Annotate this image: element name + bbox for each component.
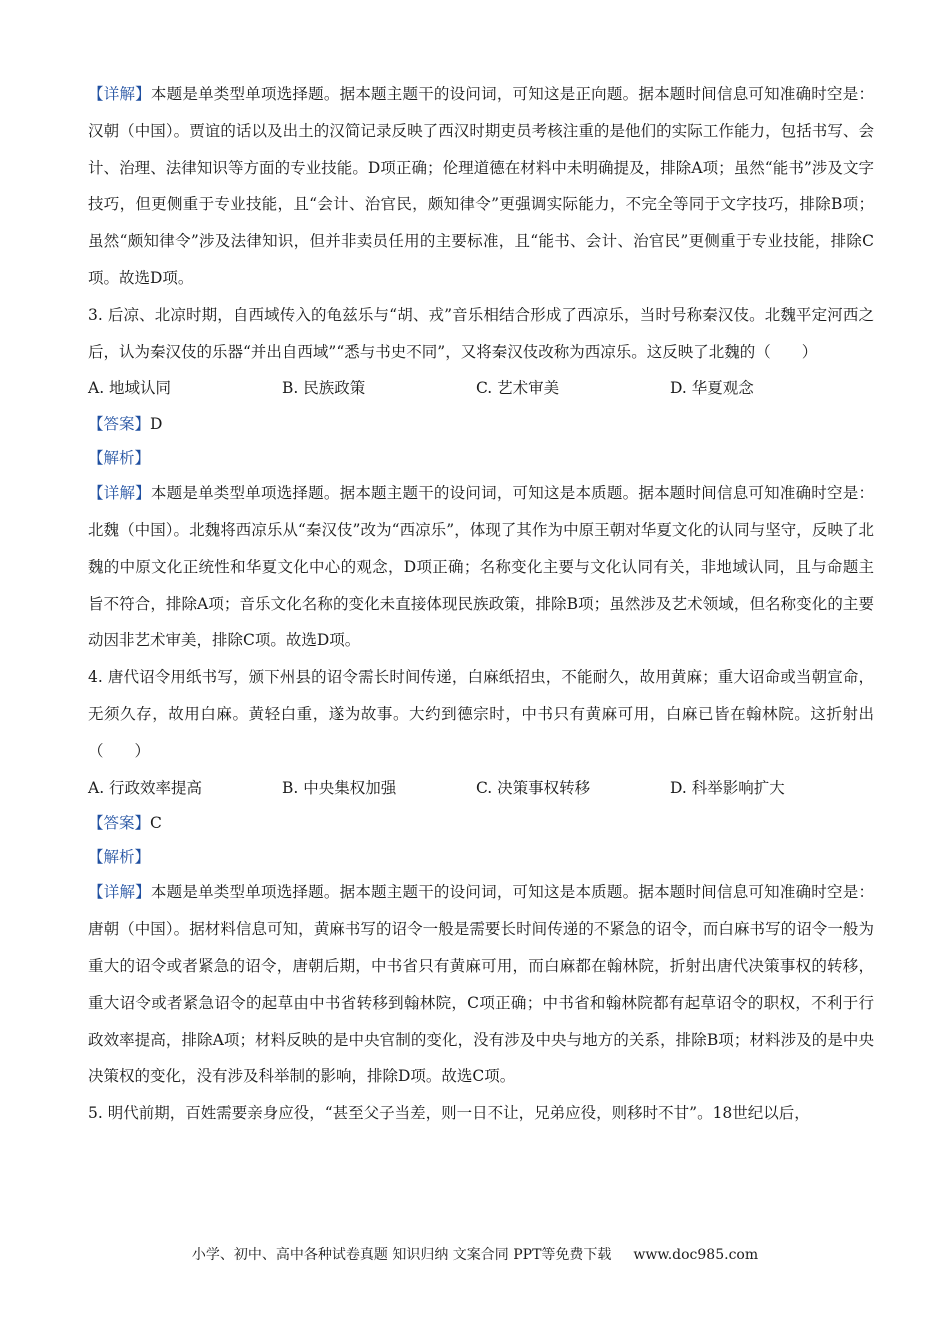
option-d: D. 华夏观念: [670, 379, 754, 398]
option-d: D. 科举影响扩大: [670, 778, 785, 797]
explain-text: 本题是单类型单项选择题。据本题主题干的设问词，可知这是本质题。据本题时间信息可知准确时空是：北魏（中国）。北魏将西凉乐从“秦汉伎”改为“西凉乐”，体现了其作为中原王朝对华夏文化的认同与坚守，反映了北魏的中原文化正统性和华夏文化中心的观念，D项正确；名称变化主要与文化认同有关，非地域认同，且与命题主旨不符合，排除A项；音乐文化名称的变化未直接体现民族政策，排除B项；虽然涉及艺术领域，但名称变化的主要动因非艺术审美，排除C项。故选D项。: [88, 484, 874, 650]
document-content: [88, 76, 874, 1132]
question-3-options: [88, 370, 874, 407]
question-3-analysis-heading: [88, 441, 874, 475]
question-4-analysis-heading: [88, 840, 874, 874]
q2-explanation: [88, 76, 874, 297]
question-3-stem: 3. 后凉、北凉时期，自西域传入的龟兹乐与“胡、戎”音乐相结合形成了西凉乐，当时号称秦汉伎。北魏平定河西之后，认为秦汉伎的乐器“并出自西域”“悉与书史不同”，又将秦汉伎改称为西凉乐。这反映了北魏的（ ）: [88, 305, 874, 361]
question-4-answer: [88, 806, 874, 840]
option-a: A. 地域认同: [88, 379, 172, 398]
explain-tag: 【详解】: [88, 85, 151, 103]
analysis-tag: 【解析】: [88, 848, 151, 867]
question-5-stem: 5. 明代前期，百姓需要亲身应役，“甚至父子当差，则一日不让，兄弟应役，则移时不甘”。18世纪以后，: [88, 1104, 810, 1123]
answer-value: D: [150, 415, 163, 434]
answer-tag: 【答案】: [88, 814, 151, 833]
footer-text: 小学、初中、高中各种试卷真题 知识归纳 文案合同 PPT等免费下载: [191, 1247, 612, 1263]
explain-text: 本题是单类型单项选择题。据本题主题干的设问词，可知这是本质题。据本题时间信息可知准确时空是：唐朝（中国）。据材料信息可知，黄麻书写的诏令一般是需要长时间传递的不紧急的诏令，而白麻书写的诏令一般为重大的诏令或者紧急的诏令，唐朝后期，中书省只有黄麻可用，而白麻都在翰林院，折射出唐代决策事权的转移，重大诏令或者紧急诏令的起草由中书省转移到翰林院，C项正确；中书省和翰林院都有起草诏令的职权，不利于行政效率提高，排除A项；材料反映的是中央官制的变化，没有涉及中央与地方的关系，排除B项；材料涉及的是中央决策权的变化，没有涉及科举制的影响，排除D项。故选C项。: [88, 883, 874, 1086]
option-a: A. 行政效率提高: [88, 778, 203, 797]
question-4-stem: 4. 唐代诏令用纸书写，颁下州县的诏令需长时间传递，白麻纸招虫，不能耐久，故用黄麻；重大诏命或当朝宣命，无须久存，故用白麻。黄轻白重，遂为故事。大约到德宗时，中书只有黄麻可用，白麻已皆在翰林院。这折射出（ ）: [88, 668, 874, 760]
question-4-explanation: [88, 874, 874, 1095]
explain-text: 本题是单类型单项选择题。据本题主题干的设问词，可知这是正向题。据本题时间信息可知准确时空是：汉朝（中国）。贾谊的话以及出土的汉简记录反映了西汉时期吏员考核注重的是他们的实际工作能力，包括书写、会计、治理、法律知识等方面的专业技能。D项正确；伦理道德在材料中未明确提及，排除A项；虽然“能书”涉及文字技巧，但更侧重于专业技能，且“会计、治官民，颇知律令”更强调实际能力，不完全等同于文字技巧，排除B项；虽然“颇知律令”涉及法律知识，但并非卖员任用的主要标准，且“能书、会计、治官民”更侧重于专业技能，排除C项。故选D项。: [88, 85, 874, 287]
question-3-explanation: [88, 475, 874, 659]
answer-tag: 【答案】: [88, 415, 151, 434]
option-b: B. 中央集权加强: [282, 778, 397, 797]
explain-tag: 【详解】: [88, 883, 151, 902]
option-c: C. 决策事权转移: [476, 778, 591, 797]
analysis-tag: 【解析】: [88, 449, 151, 468]
footer-url[interactable]: www.doc985.com: [633, 1247, 759, 1263]
question-4-options: [88, 770, 874, 807]
option-c: C. 艺术审美: [476, 379, 560, 398]
explain-tag: 【详解】: [88, 484, 151, 503]
question-3-answer: [88, 407, 874, 441]
option-b: B. 民族政策: [282, 379, 366, 398]
page-footer: [0, 1244, 950, 1264]
answer-value: C: [150, 814, 162, 833]
